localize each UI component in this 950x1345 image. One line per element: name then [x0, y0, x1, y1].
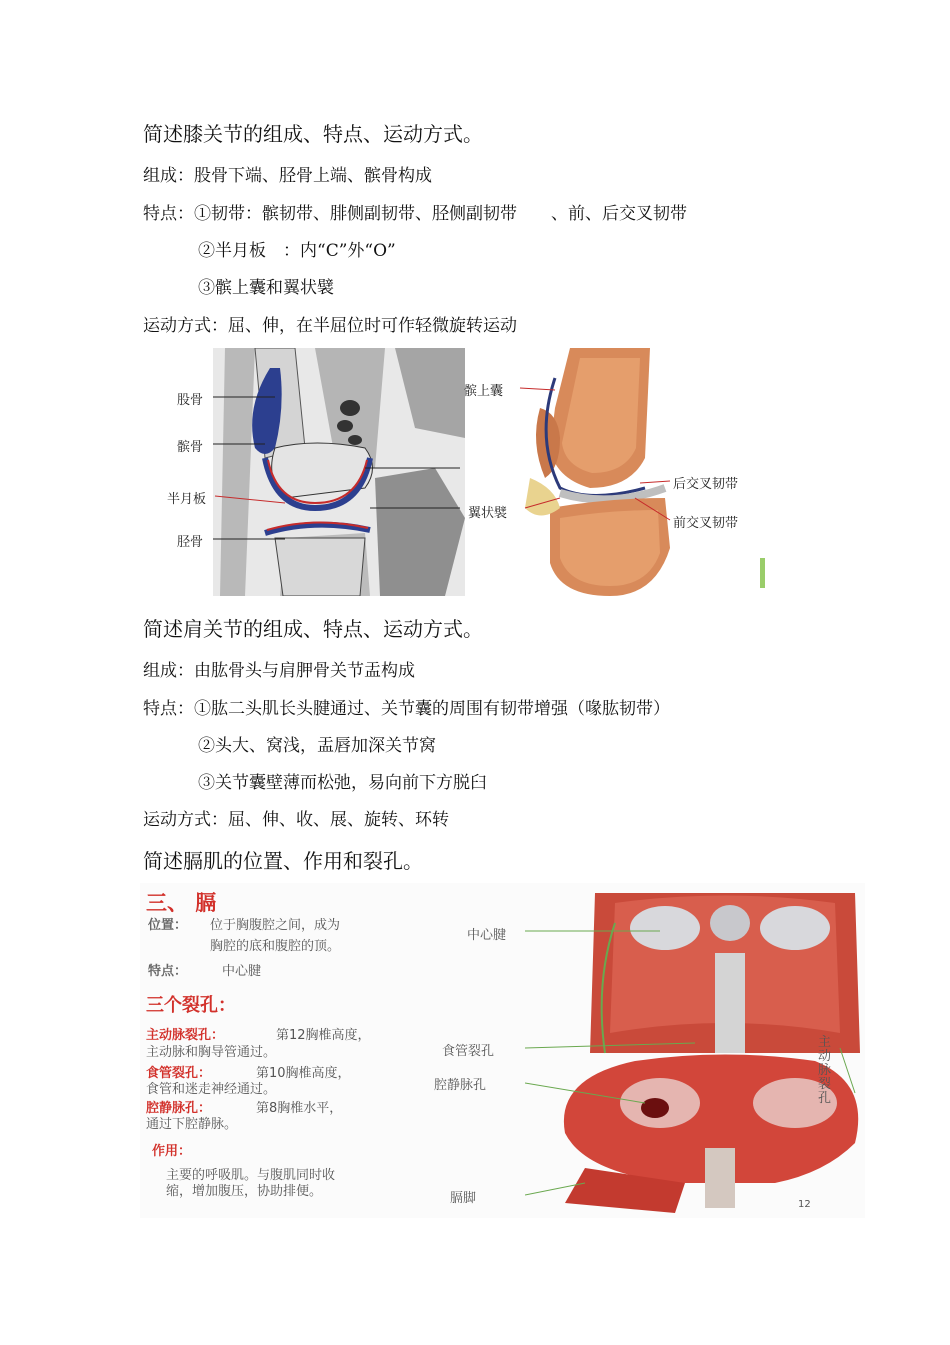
slide-fig-central-tendon: 中心腱: [467, 928, 507, 943]
knee-diagram-sagittal: [165, 348, 465, 596]
label-patella: 髌骨: [177, 440, 204, 455]
slide-fig-esophageal: 食管裂孔: [442, 1044, 495, 1059]
knee-movement: 运动方式：屈、伸，在半屈位时可作轻微旋转运动: [143, 316, 517, 336]
slide-function-label: 作用：: [152, 1144, 192, 1159]
knee-features-bursa: ③髌上囊和翼状襞: [198, 278, 334, 298]
slide-fig-venous: 腔静脉孔: [434, 1078, 487, 1093]
slide-aortic-label: 主动脉裂孔：: [146, 1028, 225, 1043]
slide-aortic-text-2: 主动脉和胸导管通过。: [146, 1045, 277, 1060]
diaphragm-heading: 简述膈肌的位置、作用和裂孔。: [143, 849, 423, 873]
shoulder-features-tendon: 特点：①肱二头肌长头腱通过、关节囊的周围有韧带增强（喙肱韧带）: [143, 699, 670, 719]
shoulder-heading: 简述肩关节的组成、特点、运动方式。: [143, 617, 483, 641]
slide-title: 三、 膈: [146, 891, 217, 915]
slide-hiatus-title: 三个裂孔：: [146, 995, 236, 1016]
label-tibia: 胫骨: [177, 535, 204, 550]
slide-esophageal-text-1: 第10胸椎高度，: [256, 1066, 351, 1081]
slide-fig-crus: 膈脚: [450, 1191, 477, 1206]
shoulder-movement: 运动方式：屈、伸、收、展、旋转、环转: [143, 810, 449, 830]
knee-diagram-colored: [460, 348, 770, 596]
slide-feature-label: 特点：: [148, 964, 188, 979]
slide-venous-text-1: 第8胸椎水平，: [256, 1101, 343, 1116]
slide-position-text-2: 胸腔的底和腹腔的顶。: [210, 939, 341, 954]
slide-feature-text: 中心腱: [222, 964, 262, 979]
label-alar-fold: 翼状襞: [468, 506, 508, 521]
slide-function-text-1: 主要的呼吸肌。与腹肌同时收: [166, 1168, 336, 1183]
label-acl: 前交叉韧带: [673, 516, 739, 531]
slide-fig-aortic: 主动脉裂孔: [818, 1035, 832, 1106]
label-femur: 股骨: [177, 393, 204, 408]
slide-venous-label: 腔静脉孔：: [146, 1101, 212, 1116]
shoulder-composition: 组成：由肱骨头与肩胛骨关节盂构成: [143, 661, 415, 681]
shoulder-features-head: ②头大、窝浅，盂唇加深关节窝: [198, 736, 436, 756]
slide-function-text-2: 缩，增加腹压，协助排便。: [166, 1184, 323, 1199]
slide-position-text-1: 位于胸腹腔之间，成为: [210, 918, 341, 933]
label-suprapatellar-bursa: 髌上囊: [464, 384, 504, 399]
shoulder-features-capsule: ③关节囊壁薄而松弛，易向前下方脱臼: [198, 773, 487, 793]
label-meniscus: 半月板: [167, 492, 207, 507]
knee-features-ligaments: 特点：①韧带：髌韧带、腓侧副韧带、胫侧副韧带 、前、后交叉韧带: [143, 204, 687, 224]
diaphragm-illustration: [525, 883, 865, 1218]
slide-position-label: 位置：: [148, 918, 188, 933]
diaphragm-slide: [140, 883, 865, 1218]
slide-page-number: 12: [798, 1199, 811, 1210]
slide-venous-text-2: 通过下腔静脉。: [146, 1117, 238, 1132]
knee-features-meniscus: ②半月板 ：内“C”外“O”: [198, 241, 396, 261]
slide-esophageal-label: 食管裂孔：: [146, 1066, 212, 1081]
slide-esophageal-text-2: 食管和迷走神经通过。: [146, 1082, 277, 1097]
knee-composition: 组成：股骨下端、胫骨上端、髌骨构成: [143, 166, 432, 186]
label-pcl: 后交叉韧带: [673, 477, 739, 492]
slide-aortic-text-1: 第12胸椎高度，: [276, 1028, 371, 1043]
knee-heading: 简述膝关节的组成、特点、运动方式。: [143, 122, 483, 146]
